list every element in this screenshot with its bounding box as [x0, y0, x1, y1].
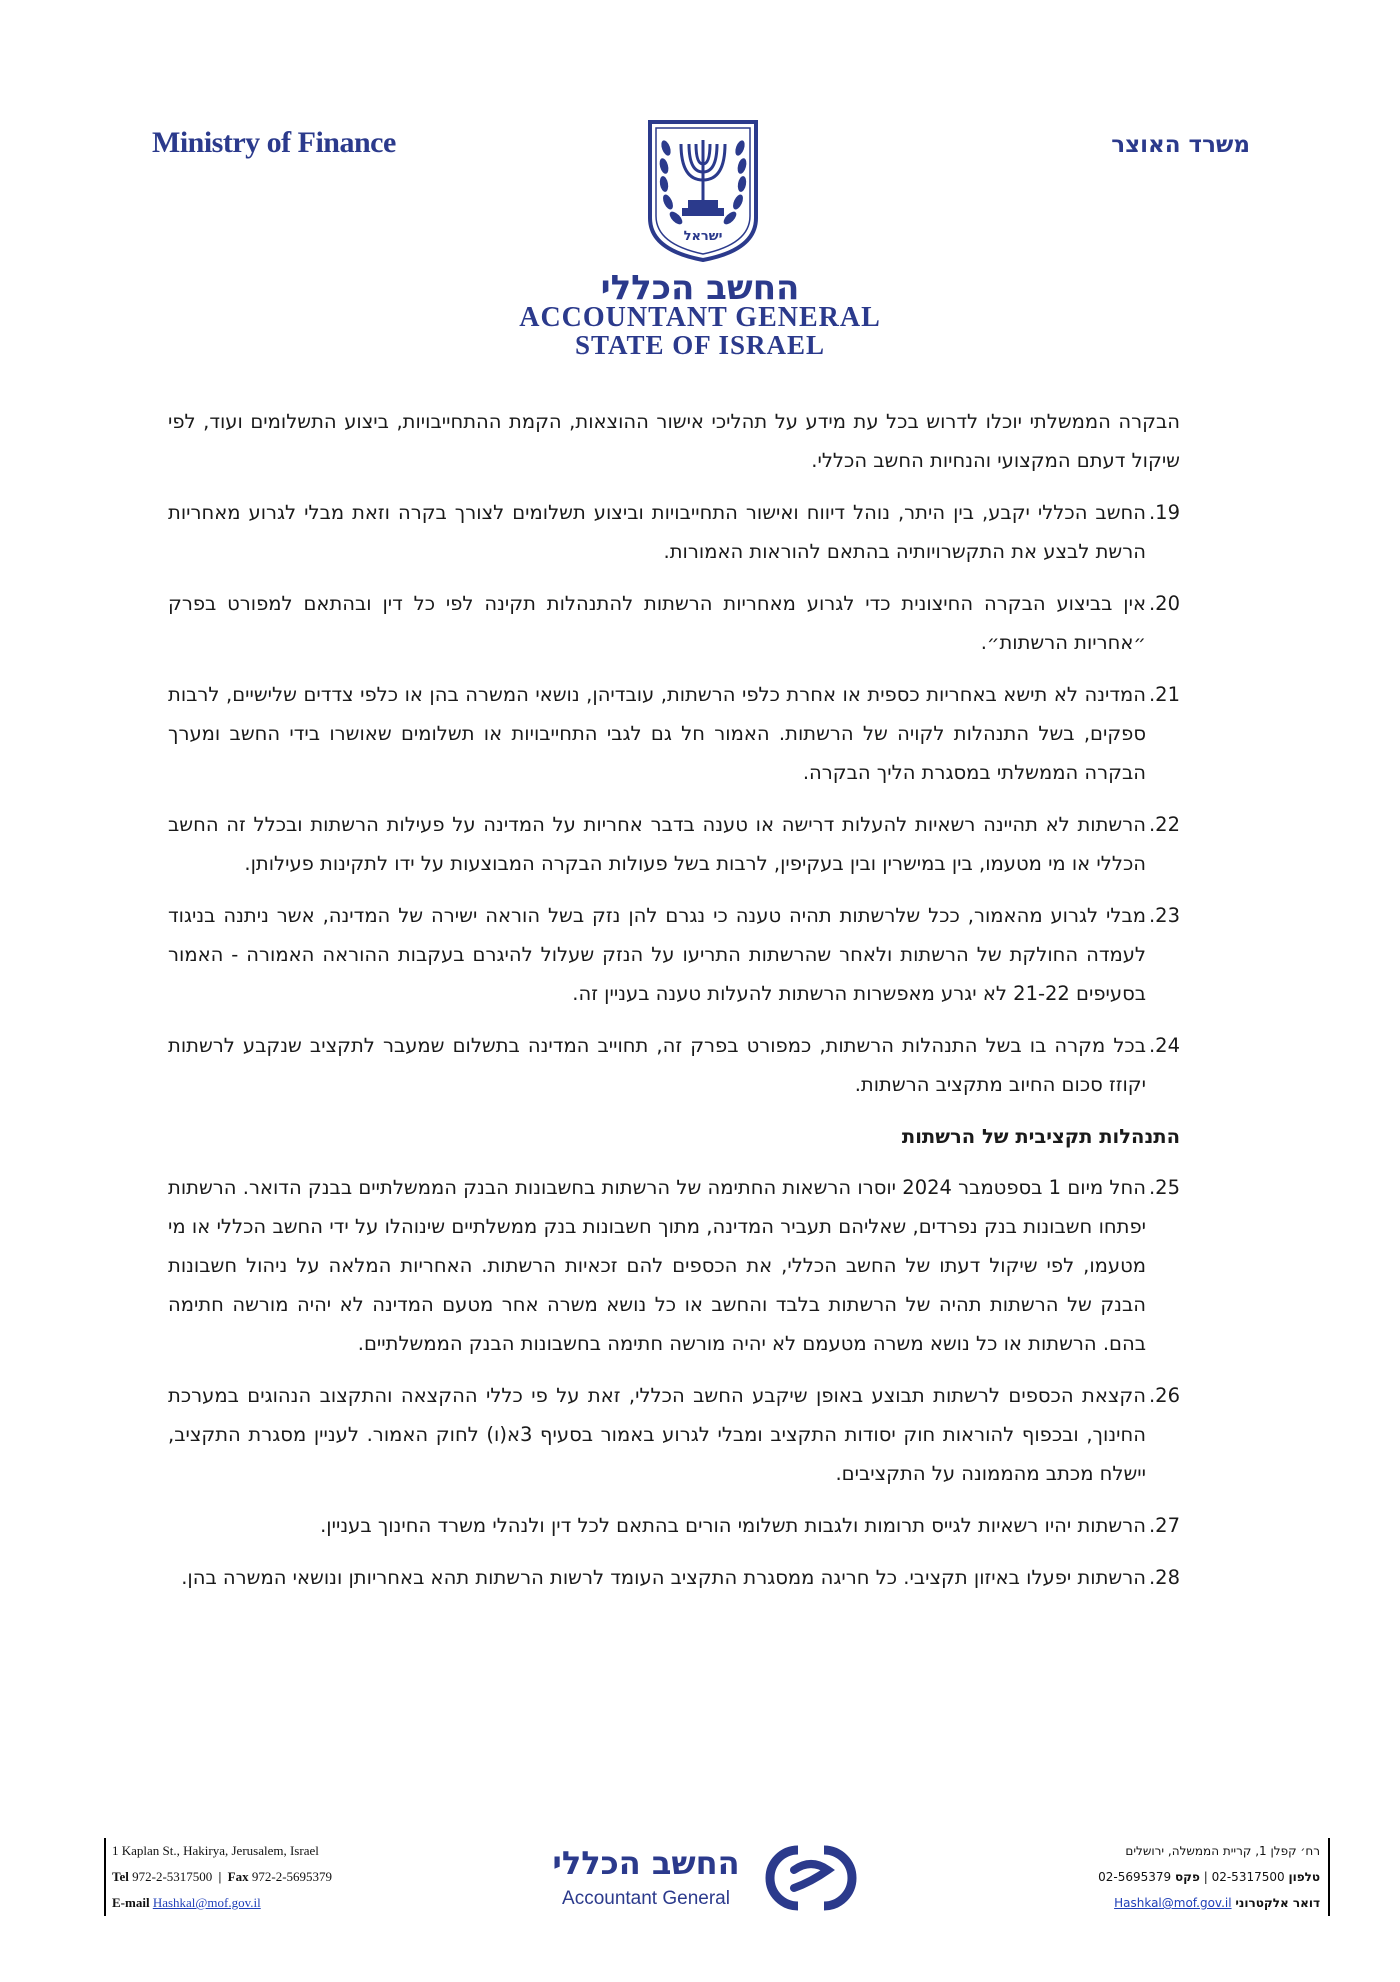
clause-text: הרשתות לא תהיינה רשאיות להעלות דרישה או טענה בדבר אחריות על המדינה על פעילות הרשתות ובכלל זה החשב הכללי או מי מטעמו, בין במישרין ובין בעקיפין, לרבות בשל פעולות הבקרה המבוצעות על ידו לתקינות פעילותן.	[168, 813, 1146, 875]
email-label-he: דואר אלקטרוני	[1235, 1896, 1320, 1910]
footer-logo	[536, 1840, 876, 1920]
accountant-general-logo-icon	[764, 1844, 858, 1912]
footer-logo-en: Accountant General	[562, 1888, 730, 1909]
clause-number: 21.	[1148, 683, 1180, 706]
fax-label: Fax	[227, 1869, 249, 1884]
email-label: E-mail	[112, 1895, 150, 1910]
fax-value: 972-2-5695379	[251, 1869, 333, 1884]
clause-text: החשב הכללי יקבע, בין היתר, נוהל דיווח ואישור התחייבויות וביצוע תשלומים לצורך בקרה וזאת מבלי לגרוע מאחריות הרשת לבצע את התקשרויותיה בהתאם להוראות האמורות.	[168, 501, 1146, 563]
section-heading: התנהלות תקציבית של הרשתות	[901, 1125, 1180, 1148]
email-link-he[interactable]: Hashkal@mof.gov.il	[1114, 1896, 1232, 1910]
clause-text: הקצאת הכספים לרשתות תבוצע באופן שיקבע החשב הכללי, זאת על פי כללי ההקצאה והתקצוב הנהוגים במערכת החינוך, ובכפוף להוראות חוק יסודות התקציב ומבלי לגרוע באמור בסעיף 3א(ו) לחוק האמור. לעניין מסגרת התקציב, יישלח מכתב מהממונה על התקציבים.	[168, 1384, 1146, 1485]
clause-19	[168, 493, 1180, 571]
tel-value: 972-2-5317500	[132, 1869, 213, 1884]
footer-address-en: 1 Kaplan St., Hakirya, Jerusalem, Israel	[112, 1843, 319, 1858]
footer-contact-he	[1098, 1838, 1330, 1916]
clause-26	[168, 1376, 1180, 1493]
phone-value-he: 02-5317500	[1211, 1870, 1285, 1884]
clause-25	[168, 1168, 1180, 1363]
clause-text: אין בביצוע הבקרה החיצונית כדי לגרוע מאחריות הרשתות להתנהלות תקינה לפי כל דין ובהתאם למפורט בפרק ״אחריות הרשתות״.	[168, 592, 1146, 654]
clause-20	[168, 584, 1180, 662]
clause-text: הרשתות יפעלו באיזון תקציבי. כל חריגה ממסגרת התקציב העומד לרשות הרשתות תהא באחריותן ונושאי המשרה בהן.	[181, 1566, 1146, 1589]
footer-email-en	[112, 1890, 332, 1916]
clause-number: 19.	[1148, 501, 1180, 524]
clause-number: 22.	[1148, 813, 1180, 836]
separator: |	[1203, 1870, 1208, 1884]
fax-value-he: 02-5695379	[1098, 1870, 1172, 1884]
clause-text: הרשתות יהיו רשאיות לגייס תרומות ולגבות תשלומי הורים בהתאם לכל דין ולנהלי משרד החינוך בעניין.	[320, 1514, 1146, 1537]
separator: |	[218, 1869, 222, 1884]
email-link[interactable]: Hashkal@mof.gov.il	[152, 1895, 261, 1910]
phone-label-he: טלפון	[1288, 1870, 1320, 1884]
clause-number: 26.	[1148, 1384, 1180, 1407]
clause-number: 27.	[1148, 1514, 1180, 1537]
accountant-general-en: ACCOUNTANT GENERAL	[519, 302, 881, 333]
clause-28	[168, 1558, 1180, 1597]
clause-number: 20.	[1148, 592, 1180, 615]
clause-21	[168, 675, 1180, 792]
clause-number: 23.	[1148, 904, 1180, 927]
clause-text: בכל מקרה בו בשל התנהלות הרשתות, כמפורט בפרק זה, תחוייב המדינה בתשלום שמעבר לתקציב שנקבע לרשתות יקוזז סכום החיוב מתקציב הרשתות.	[168, 1034, 1146, 1096]
clause-text: המדינה לא תישא באחריות כספית או אחרת כלפי הרשתות, עובדיהן, נושאי המשרה בהן או כלפי צדדים שלישיים, לרבות ספקים, בשל התנהלות לקויה של הרשתות. האמור חל גם לגבי התחייבויות או תשלומים שאושרו בידי החשב ומערך הבקרה הממשלתי במסגרת הליך הבקרה.	[168, 683, 1146, 784]
clause-number: 24.	[1148, 1034, 1180, 1057]
emblem-label: ישראל	[683, 229, 723, 244]
clause-23	[168, 896, 1180, 1013]
ministry-name-he: משרד האוצר	[1111, 132, 1250, 158]
clause-text: החל מיום 1 בספטמבר 2024 יוסרו הרשאות החתימה של הרשתות בחשבונות הבנק הממשלתיים בבנק הדואר. הרשתות יפתחו חשבונות בנק נפרדים, שאליהם תעביר המדינה, מתוך חשבונות בנק ממשלתיים שינוהלו על ידי החשב הכללי או מי מטעמו, לפי שיקול דעתו של החשב הכללי, את הכספים להם זכאיות הרשתות. האחריות המלאה על ניהול חשבונות הבנק של הרשתות תהיה של הרשתות בלבד והחשב או כל נושא משרה אחר מטעם המדינה לא יהיה מורשה חתימה בהם. הרשתות או כל נושא משרה מטעמם לא יהיה מורשה חתימה בחשבונות הבנק הממשלתיים.	[168, 1176, 1146, 1355]
footer-email-he	[1098, 1890, 1320, 1916]
footer-logo-he: החשב הכללי	[552, 1844, 740, 1882]
clause-22	[168, 805, 1180, 883]
tel-label: Tel	[112, 1869, 129, 1884]
page-footer	[0, 1838, 1400, 1928]
fax-label-he: פקס	[1174, 1870, 1200, 1884]
clause-number: 25.	[1148, 1176, 1180, 1199]
footer-phone-en	[112, 1864, 332, 1890]
state-of-israel-en: STATE OF ISRAEL	[574, 330, 826, 360]
state-emblem-icon	[644, 118, 762, 262]
footer-address-he: רח׳ קפלן 1, קריית הממשלה, ירושלים	[1125, 1844, 1320, 1858]
clause-27	[168, 1506, 1180, 1545]
footer-phone-he	[1098, 1864, 1320, 1890]
clause-text: מבלי לגרוע מהאמור, ככל שלרשתות תהיה טענה כי נגרם להן נזק בשל הוראה ישירה של המדינה, אשר ניתנה בניגוד לעמדה החולקת של הרשתות ולאחר שהרשתות התריעו על הנזק שעלול להיגרם בעקבות ההוראה האמורה - האמור בסעיפים 21-22 לא יגרע מאפשרות הרשתות להעלות טענה בעניין זה.	[168, 904, 1146, 1005]
clause-24	[168, 1026, 1180, 1104]
accountant-general-he: החשב הכללי	[600, 268, 800, 308]
intro-paragraph: הבקרה הממשלתי יוכלו לדרוש בכל עת מידע על תהליכי אישור ההוצאות, הקמת ההתחייבויות, ביצוע התשלומים ועוד, לפי שיקול דעתם המקצועי והנחיות החשב הכללי.	[168, 410, 1180, 472]
document-body	[168, 402, 1180, 1610]
clause-number: 28.	[1148, 1566, 1180, 1589]
footer-contact-en	[104, 1838, 332, 1916]
ministry-name-en: Ministry of Finance	[152, 126, 396, 159]
